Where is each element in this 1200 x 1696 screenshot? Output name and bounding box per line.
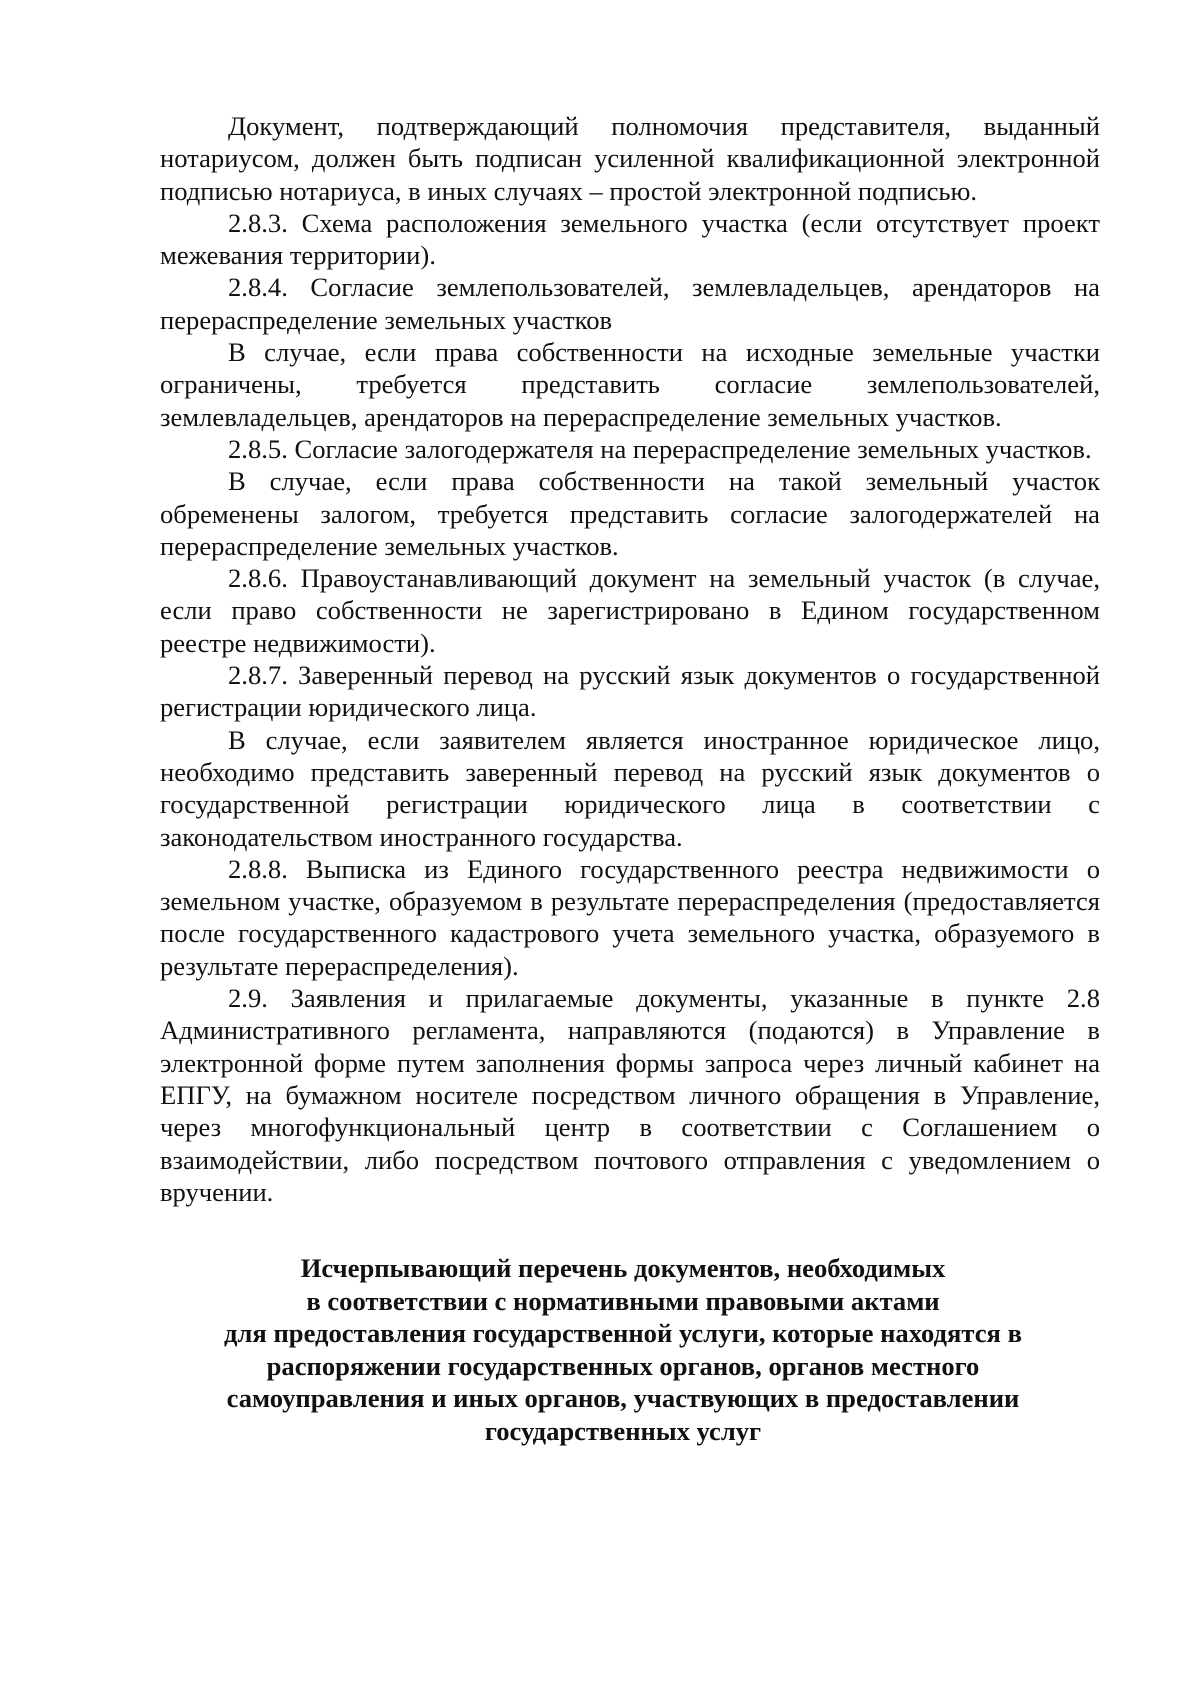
paragraph-2-9: 2.9. Заявления и прилагаемые документы, указанные в пункте 2.8 Административного регламента, направляются (подаются) в Управление в электронной форме путем заполнения формы запроса через личный кабинет на ЕПГУ, на бумажном носителе посредством личного обращения в Управление, через многофункциональный центр в соответствии с Соглашением о взаимодействии, либо посредством почтового отправления с уведомлением о вручении.	[160, 983, 1100, 1207]
paragraph-representative-document: Документ, подтверждающий полномочия представителя, выданный нотариусом, должен быть подписан усиленной квалификационной электронной подписью нотариуса, в иных случаях – простой электронной подписью.	[160, 111, 1100, 206]
paragraph-2-8-7-detail: В случае, если заявителем является иностранное юридическое лицо, необходимо представить заверенный перевод на русский язык документов о государственной регистрации юридического лица в соответствии с законодательством иностранного государства.	[160, 724, 1100, 852]
section-heading-line: Исчерпывающий перечень документов, необходимых	[300, 1253, 946, 1284]
paragraph-2-8-6: 2.8.6. Правоустанавливающий документ на земельный участок (в случае, если право собственности не зарегистрировано в Едином государственном реестре недвижимости).	[160, 563, 1100, 658]
paragraph-2-8-3: 2.8.3. Схема расположения земельного участка (если отсутствует проект межевания территории).	[160, 207, 1100, 271]
paragraph-2-8-7: 2.8.7. Заверенный перевод на русский язык документов о государственной регистрации юридического лица.	[160, 660, 1100, 723]
section-heading	[160, 1252, 1100, 1447]
paragraph-2-8-4: 2.8.4. Согласие землепользователей, землевладельцев, арендаторов на перераспределение земельных участков	[160, 272, 1100, 335]
document-body	[160, 110, 1100, 1208]
section-heading-line: в соответствии с нормативными правовыми актами	[306, 1285, 940, 1316]
paragraph-2-8-5-detail: В случае, если права собственности на такой земельный участок обременены залогом, требуется представить согласие залогодержателей на перераспределение земельных участков.	[160, 466, 1100, 561]
paragraph-2-8-5: 2.8.5. Согласие залогодержателя на перераспределение земельных участков.	[228, 433, 1092, 464]
section-heading-line: самоуправления и иных органов, участвующих в предоставлении	[226, 1383, 1020, 1414]
section-heading-line: для предоставления государственной услуги, которые находятся в	[224, 1318, 1022, 1349]
paragraph-2-8-8: 2.8.8. Выписка из Единого государственного реестра недвижимости о земельном участке, образуемом в результате перераспределения (предоставляется после государственного кадастрового учета земельного участка, образуемого в результате перераспределения).	[160, 853, 1100, 981]
section-heading-line: государственных услуг	[484, 1415, 762, 1446]
section-heading-line: распоряжении государственных органов, органов местного	[266, 1350, 980, 1381]
paragraph-2-8-4-detail: В случае, если права собственности на исходные земельные участки ограничены, требуется представить согласие землепользователей, землевладельцев, арендаторов на перераспределение земельных участков.	[160, 337, 1100, 432]
